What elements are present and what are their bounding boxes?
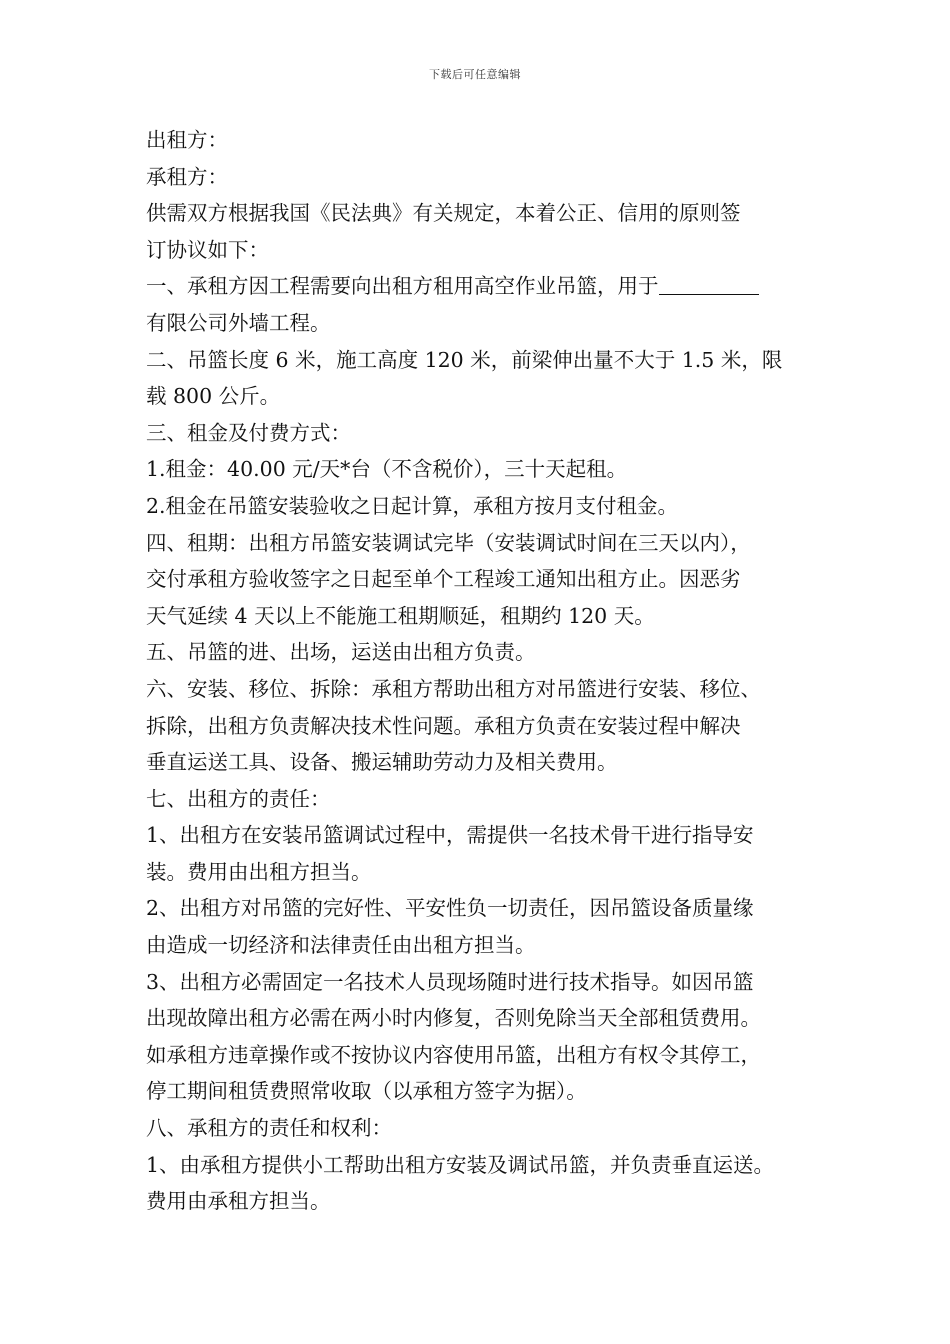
clause-1-line-1 [146, 268, 834, 305]
fill-in-blank [659, 272, 759, 295]
clause-8-item-1-line-1: 1、由承租方提供小工帮助出租方安装及调试吊篮，并负责垂直运送。 [146, 1152, 775, 1177]
page-header-note: 下载后可任意编辑 [429, 68, 521, 81]
clause-1-line-2: 有限公司外墙工程。 [146, 310, 331, 335]
clause-4-line-2: 交付承租方验收签字之日起至单个工程竣工通知出租方止。因恶劣 [146, 567, 741, 592]
lessee-label: 承租方： [146, 164, 228, 189]
clause-2-line-2: 载 800 公斤。 [146, 384, 281, 409]
clause-7-item-2-line-2: 由造成一切经济和法律责任由出租方担当。 [146, 933, 536, 958]
clause-2-line-1: 二、吊篮长度 6 米，施工高度 120 米，前梁伸出量不大于 1.5 米，限 [146, 347, 783, 372]
clause-7-item-1-line-2: 装。费用由出租方担当。 [146, 859, 372, 884]
clause-6-line-2: 拆除，出租方负责解决技术性问题。承租方负责在安装过程中解决 [146, 713, 741, 738]
clause-7-item-3-line-4: 停工期间租赁费照常收取（以承租方签字为据）。 [146, 1079, 587, 1104]
clause-3-heading: 三、租金及付费方式： [146, 420, 351, 445]
clause-5: 五、吊篮的进、出场，运送由出租方负责。 [146, 640, 536, 665]
clause-6-line-3: 垂直运送工具、设备、搬运辅助劳动力及相关费用。 [146, 750, 618, 775]
clause-3-item-1: 1.租金：40.00 元/天*台（不含税价），三十天起租。 [146, 457, 628, 482]
clause-1-text: 一、承租方因工程需要向出租方租用高空作业吊篮，用于 [146, 274, 659, 299]
clause-4-line-3: 天气延续 4 天以上不能施工租期顺延，租期约 120 天。 [146, 603, 655, 628]
clause-8-item-1-line-2: 费用由承租方担当。 [146, 1189, 331, 1214]
clause-7-item-3-line-1: 3、出租方必需固定一名技术人员现场随时进行技术指导。如因吊篮 [146, 969, 754, 994]
clause-8-heading: 八、承租方的责任和权利： [146, 1116, 392, 1141]
clause-3-item-2: 2.租金在吊篮安装验收之日起计算，承租方按月支付租金。 [146, 493, 679, 518]
preamble-line-1: 供需双方根据我国《民法典》有关规定，本着公正、信用的原则签 [146, 201, 741, 226]
clause-4-line-1: 四、租期：出租方吊篮安装调试完毕（安装调试时间在三天以内）， [146, 530, 751, 555]
contract-body [146, 122, 834, 1220]
clause-7-heading: 七、出租方的责任： [146, 786, 331, 811]
clause-7-item-1-line-1: 1、出租方在安装吊篮调试过程中，需提供一名技术骨干进行指导安 [146, 823, 754, 848]
clause-6-line-1: 六、安装、移位、拆除：承租方帮助出租方对吊篮进行安装、移位、 [146, 676, 761, 701]
lessor-label: 出租方： [146, 128, 228, 152]
preamble-line-2: 订协议如下： [146, 237, 269, 262]
clause-7-item-2-line-1: 2、出租方对吊篮的完好性、平安性负一切责任，因吊篮设备质量缘 [146, 896, 754, 921]
clause-7-item-3-line-3: 如承租方违章操作或不按协议内容使用吊篮，出租方有权令其停工， [146, 1042, 761, 1067]
clause-7-item-3-line-2: 出现故障出租方必需在两小时内修复，否则免除当天全部租赁费用。 [146, 1006, 761, 1031]
